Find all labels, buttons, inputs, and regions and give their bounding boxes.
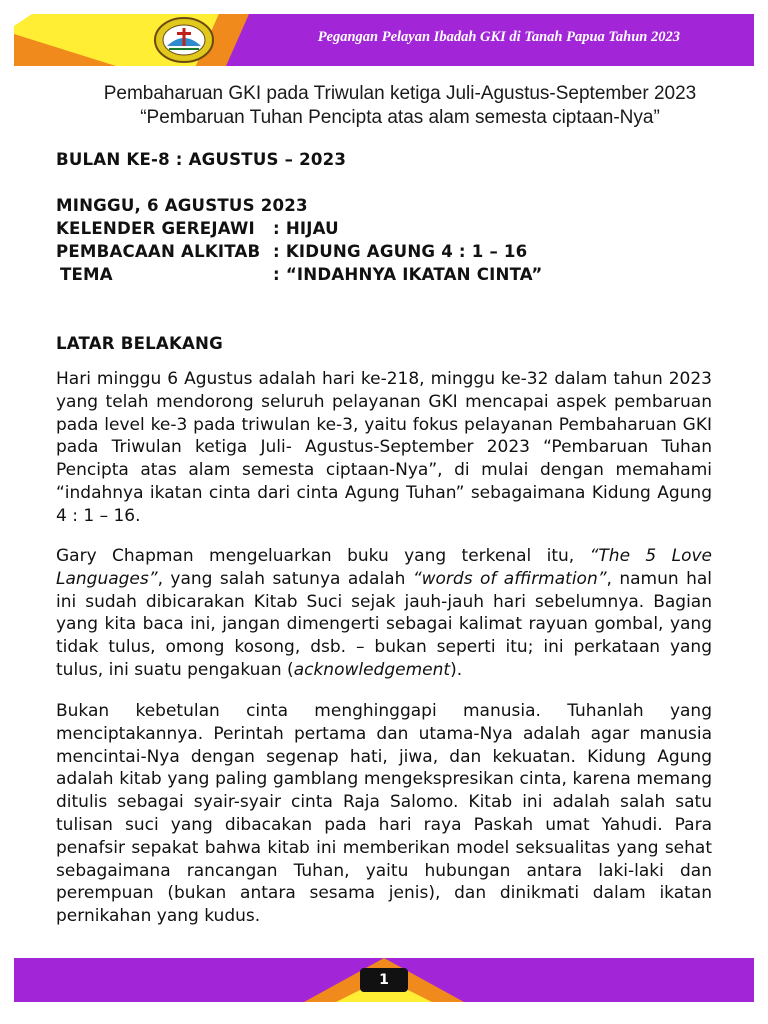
paragraph-3: Bukan kebetulan cinta menghinggapi manusia. Tuhanlah yang menciptakannya. Perintah pertama dan utama-Nya adalah agar manusia mencintai-Nya dengan segenap hati, jiwa, dan kekuatan. Kidung Agung adalah kitab yang paling gamblang mengekspresikan cinta, karena memang ditulis sebagai syair-syair cinta Raja Salomo. Kitab ini adalah salah satu tulisan suci yang dibacakan pada hari raya Paskah umat Yahudi. Para penafsir sepakat bahwa kitab ini memberikan model seksualitas yang sehat sebagaimana rancangan Tuhan, yaitu hubungan antara laki-laki dan perempuan (bukan antara sesama jenis), dan dinikmati dalam ikatan pernikahan yang kudus. (56, 701, 712, 927)
month-label: BULAN KE-8 : AGUSTUS – 2023 (56, 150, 347, 169)
p2-text-b: , yang salah satunya adalah (157, 568, 406, 589)
kalender-label: KELENDER GEREJAWI (56, 219, 255, 238)
paragraph-2 (56, 545, 712, 682)
page-header (14, 14, 754, 66)
p2-text-a: Gary Chapman mengeluarkan buku yang terkenal itu, (56, 546, 575, 566)
p2-text-d: ). (450, 659, 463, 680)
paragraph-1: Hari minggu 6 Agustus adalah hari ke-218, minggu ke-32 dalam tahun 2023 yang telah mendorong seluruh pelayanan GKI mencapai aspek pembaruan pada level ke-3 pada triwulan ke-3, yaitu fokus pelayanan Pembaharuan GKI pada Triwulan ketiga Juli- Agustus-September 2023 “Pembaruan Tuhan Pencipta atas alam semesta ciptaan-Nya”, di mulai dengan memahami “indahnya ikatan cinta dari cinta Agung Tuhan” sebagaimana Kidung Agung 4 : 1 – 16. (56, 369, 712, 526)
words-of-affirmation: “words of affirmation” (412, 568, 607, 589)
page-number-badge: 1 (360, 968, 408, 992)
kalender-value: : HIJAU (273, 219, 339, 238)
book-title: “The 5 Love Languages” (56, 546, 713, 589)
heading-line-1: Pembaharuan GKI pada Triwulan ketiga Juli-Agustus-September 2023 (103, 83, 697, 104)
pembacaan-label: PEMBACAAN ALKITAB (56, 242, 261, 261)
acknowledgement-term: acknowledgement (293, 659, 451, 680)
sunday-date: MINGGU, 6 AGUSTUS 2023 (56, 196, 308, 215)
pembacaan-value: : KIDUNG AGUNG 4 : 1 – 16 (273, 242, 528, 261)
tema-value: : “INDAHNYA IKATAN CINTA” (273, 265, 543, 284)
heading-line-2: “Pembaruan Tuhan Pencipta atas alam semesta ciptaan-Nya” (140, 107, 660, 128)
header-title: Pegangan Pelayan Ibadah GKI di Tanah Papua Tahun 2023 (317, 29, 680, 45)
gki-seal-logo (153, 16, 215, 64)
tema-label: TEMA (60, 265, 113, 284)
section-title: LATAR BELAKANG (56, 334, 223, 353)
p2-text-c: , namun hal ini sudah dibicarakan Kitab Suci sejak jauh-jauh hari sebelumnya. Bagian yang kita baca ini, jangan dimengerti sebagai kalimat rayuan gombal, yang tidak tulus, omong kosong, dsb. – bukan seperti itu; ini perkataan yang tulus, ini suatu pengakuan ( (56, 568, 712, 680)
